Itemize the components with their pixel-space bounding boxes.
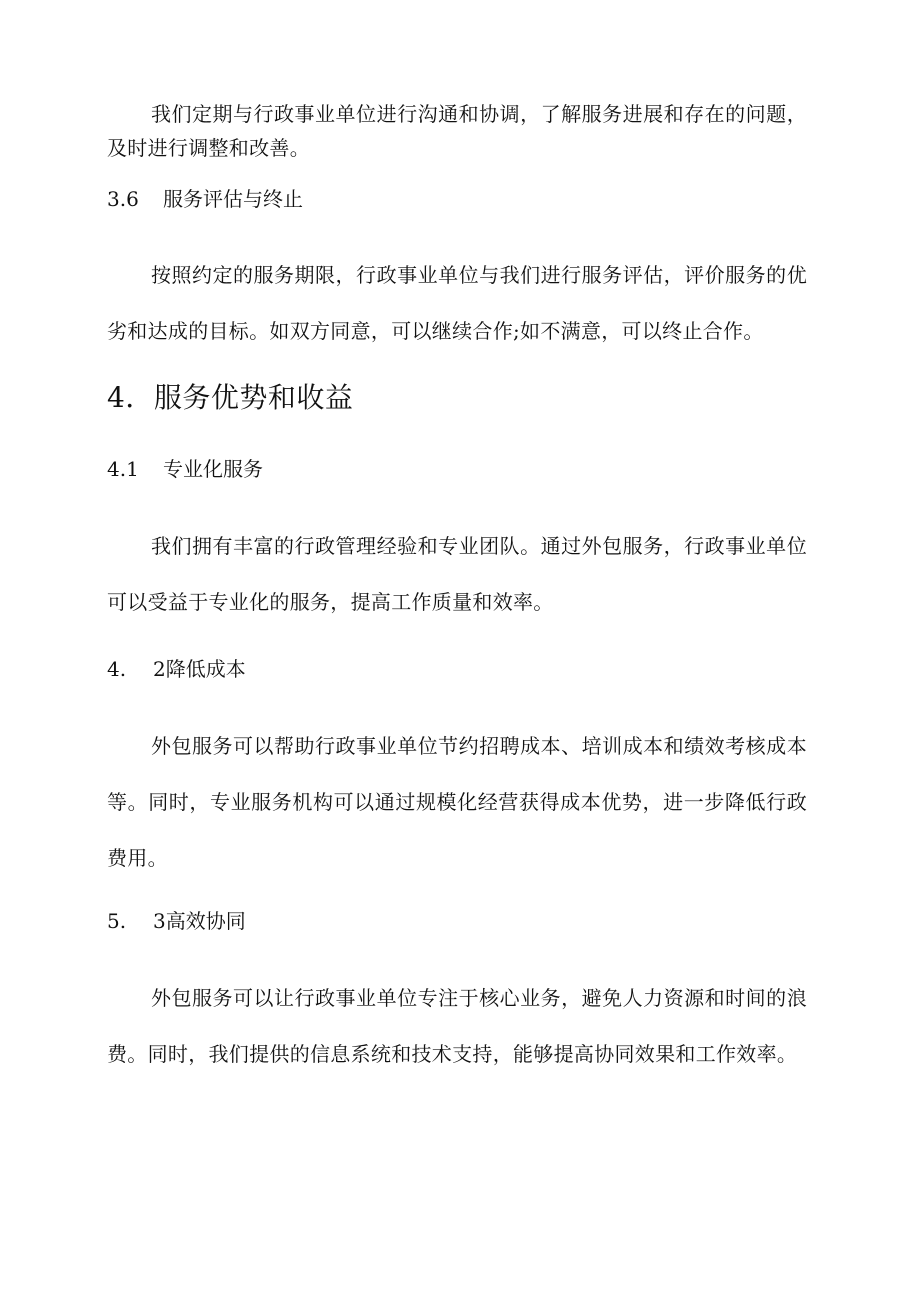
heading-5-3-title: 3高效协同 [153, 909, 246, 933]
paragraph-efficient-collaboration: 外包服务可以让行政事业单位专注于核心业务，避免人力资源和时间的浪费。同时，我们提供的信息系统和技术支持，能够提高协同效果和工作效率。 [107, 986, 807, 1066]
chapter-4-heading: 4．服务优势和收益 [107, 381, 354, 414]
heading-3-6 [107, 182, 807, 216]
heading-5-3-number: 5. [107, 909, 127, 933]
heading-4-1-number: 4.1 [107, 457, 139, 481]
heading-3-6-number: 3.6 [107, 187, 139, 211]
heading-3-6-title: 服务评估与终止 [163, 187, 303, 211]
paragraph-cost-reduction: 外包服务可以帮助行政事业单位节约招聘成本、培训成本和绩效考核成本等。同时，专业服务机构可以通过规模化经营获得成本优势，进一步降低行政费用。 [107, 734, 807, 870]
heading-5-3 [107, 904, 807, 938]
heading-4-1 [107, 452, 807, 486]
heading-4-2 [107, 652, 807, 686]
heading-4-1-title: 专业化服务 [163, 457, 263, 481]
heading-4-2-title: 2降低成本 [153, 657, 246, 681]
paragraph-communication: 我们定期与行政事业单位进行沟通和协调，了解服务进展和存在的问题，及时进行调整和改善。 [107, 102, 807, 160]
paragraph-service-evaluation: 按照约定的服务期限，行政事业单位与我们进行服务评估，评价服务的优劣和达成的目标。如双方同意，可以继续合作;如不满意，可以终止合作。 [107, 263, 807, 343]
heading-4-2-number: 4. [107, 657, 127, 681]
paragraph-professional-service: 我们拥有丰富的行政管理经验和专业团队。通过外包服务，行政事业单位可以受益于专业化的服务，提高工作质量和效率。 [107, 534, 807, 614]
